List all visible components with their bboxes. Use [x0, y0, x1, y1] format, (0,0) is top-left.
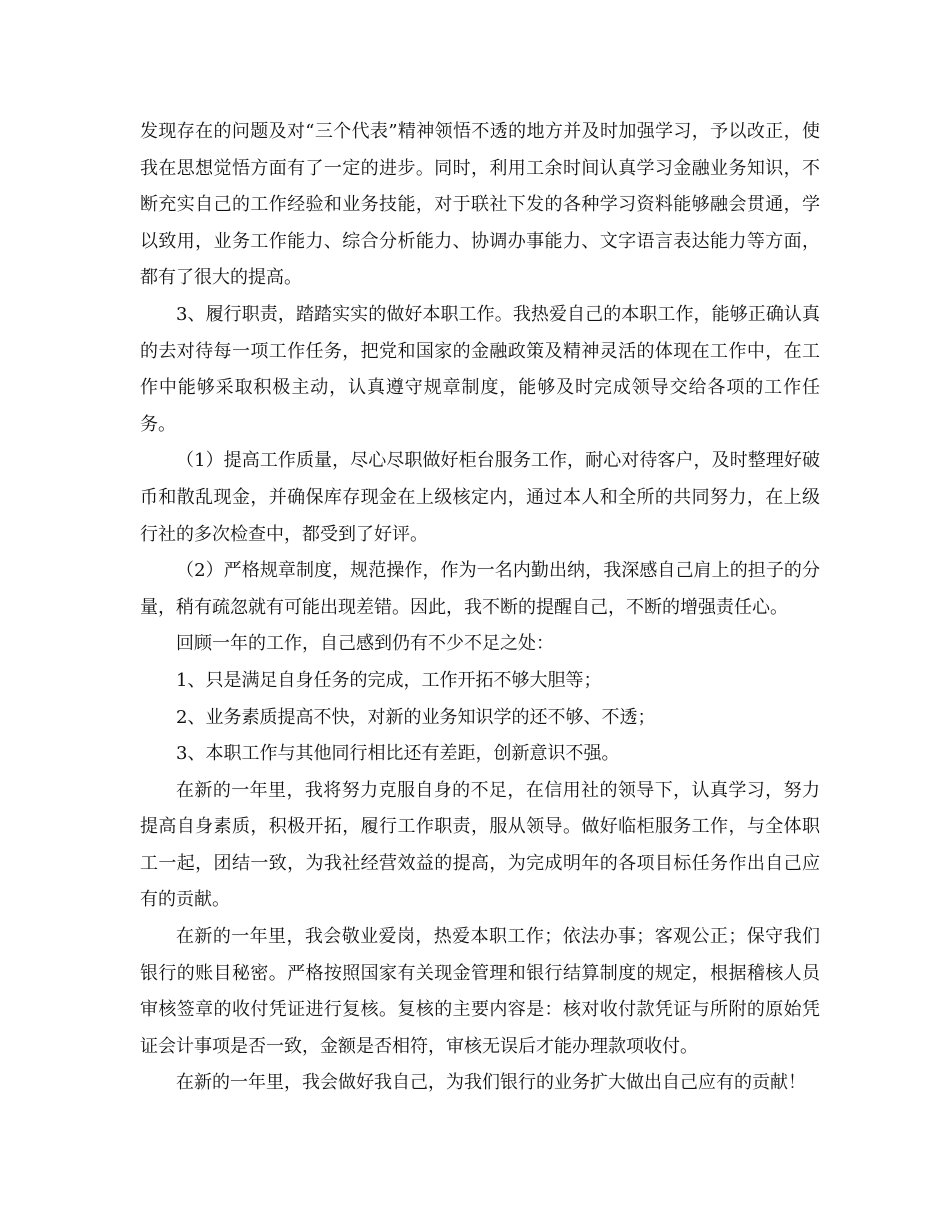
- paragraph-review: 回顾一年的工作，自己感到仍有不少不足之处：: [176, 633, 554, 655]
- paragraph-continuation: 发现存在的问题及对“三个代表”精神领悟不透的地方并及时加强学习，予以改正，使我在思想觉悟方面有了一定的进步。同时，利用工余时间认真学习金融业务知识，不断充实自己的工作经验和业务技能，对于联社下发的各种学习资料能够融会贯通，学以致用，业务工作能力、综合分析能力、协调办事能力、文字语言表达能力等方面，都有了很大的提高。: [140, 121, 820, 289]
- document-body: [140, 114, 820, 1102]
- paragraph-plan-1: 在新的一年里，我将努力克服自身的不足，在信用社的领导下，认真学习，努力提高自身素质，积极开拓，履行工作职责，服从领导。做好临柜服务工作，与全体职工一起，团结一致，为我社经营效益的提高，为完成明年的各项目标任务作出自己应有的贡献。: [140, 779, 820, 911]
- paragraph-item-2: （2）严格规章制度，规范操作，作为一名内勤出纳，我深感自己肩上的担子的分量，稍有疏忽就有可能出现差错。因此，我不断的提醒自己，不断的增强责任心。: [140, 560, 820, 618]
- paragraph-shortcoming-3: 3、本职工作与其他同行相比还有差距，创新意识不强。: [176, 743, 620, 765]
- paragraph-shortcoming-2: 2、业务素质提高不快，对新的业务知识学的还不够、不透；: [176, 706, 656, 728]
- paragraph-duty: 3、履行职责，踏踏实实的做好本职工作。我热爱自己的本职工作，能够正确认真的去对待每一项工作任务，把党和国家的金融政策及精神灵活的体现在工作中，在工作中能够采取积极主动，认真遵守规章制度，能够及时完成领导交给各项的工作任务。: [140, 303, 820, 435]
- paragraph-item-1: （1）提高工作质量，尽心尽职做好柜台服务工作，耐心对待客户，及时整理好破币和散乱现金，并确保库存现金在上级核定内，通过本人和全所的共同努力，在上级行社的多次检查中，都受到了好评。: [140, 450, 820, 545]
- paragraph-plan-2: 在新的一年里，我会敬业爱岗，热爱本职工作；依法办事；客观公正；保守我们银行的账目秘密。严格按照国家有关现金管理和银行结算制度的规定，根据稽核人员审核签章的收付凭证进行复核。复核的主要内容是：核对收付款凭证与所附的原始凭证会计事项是否一致，金额是否相符，审核无误后才能办理款项收付。: [140, 926, 820, 1057]
- paragraph-plan-3: 在新的一年里，我会做好我自己，为我们银行的业务扩大做出自己应有的贡献！: [176, 1072, 806, 1094]
- paragraph-shortcoming-1: 1、只是满足自身任务的完成，工作开拓不够大胆等；: [176, 669, 602, 691]
